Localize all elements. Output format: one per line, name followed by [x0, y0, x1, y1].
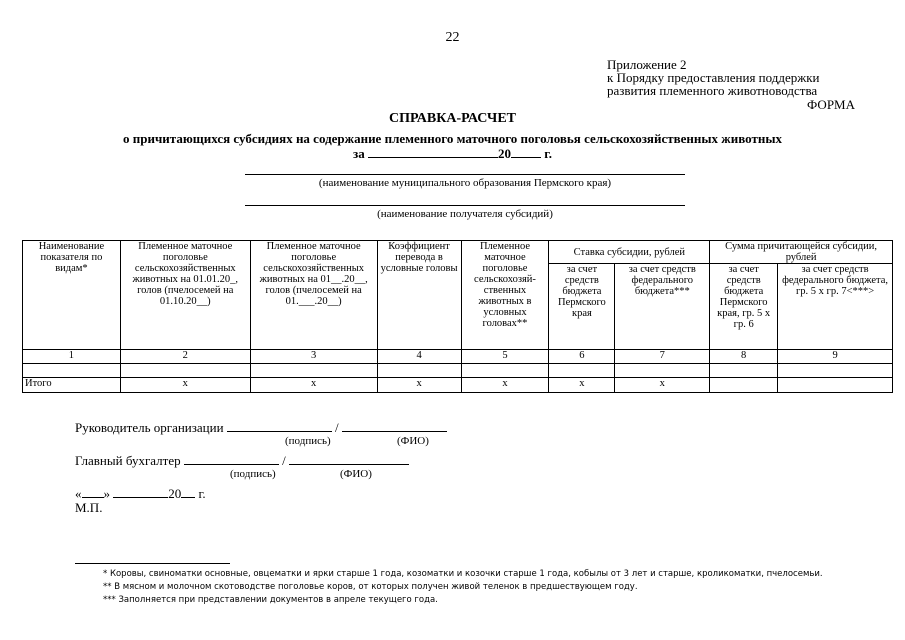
column-number: 4 — [377, 350, 461, 364]
column-number: 8 — [710, 350, 778, 364]
table-cell[interactable] — [377, 364, 461, 378]
column-number: 2 — [120, 350, 250, 364]
header-sum-regional: за счет средств бюджета Пермского края, гр. 5 х гр. 6 — [710, 264, 778, 350]
total-cell: x — [250, 378, 377, 393]
total-row — [23, 378, 893, 393]
footnote-divider — [75, 563, 230, 564]
table-cell[interactable] — [778, 364, 893, 378]
date-year: 20 — [168, 486, 182, 501]
table-cell[interactable] — [23, 364, 121, 378]
header-rate-federal: за счет средств федерального бюджета*** — [615, 264, 710, 350]
municipality-line[interactable] — [245, 174, 685, 175]
header-livestock-start: Племенное маточное поголовье сельскохозяйственных животных на 01.01.20_, голов (пчелосемей на 01.10.20__) — [120, 241, 250, 350]
document-title: СПРАВКА-РАСЧЕТ — [388, 111, 517, 126]
page-number: 22 — [445, 30, 460, 45]
head-name-blank[interactable] — [342, 419, 447, 432]
head-name-caption: (ФИО) — [397, 435, 429, 447]
footnote-1: * Коровы, свиноматки основные, овцематки и ярки старше 1 года, козоматки и козочки старше 1 года, кобылы от 3 лет и старше, кроликоматки, пчелосемьи. — [103, 569, 823, 579]
table-cell[interactable] — [615, 364, 710, 378]
head-signature-caption: (подпись) — [285, 435, 331, 447]
column-number: 1 — [23, 350, 121, 364]
date-close-quote: » — [103, 486, 110, 501]
date-day-blank[interactable] — [82, 485, 104, 498]
table-cell[interactable] — [461, 364, 549, 378]
table-row — [23, 364, 893, 378]
header-subsidy-sum: Сумма причитающейся субсидии, рублей — [710, 241, 893, 264]
table-cell[interactable] — [549, 364, 615, 378]
column-number-row — [23, 350, 893, 364]
slash: / — [282, 453, 286, 468]
total-cell: x — [120, 378, 250, 393]
municipality-caption: (наименование муниципального образования Пермского края) — [318, 177, 612, 189]
header-subsidy-rate: Ставка субсидии, рублей — [549, 241, 710, 264]
date-year-blank[interactable] — [181, 485, 195, 498]
chief-accountant-label: Главный бухгалтер — [75, 453, 181, 468]
header-coefficient: Коэффициент перевода в условные головы — [377, 241, 461, 350]
period-blank[interactable] — [368, 145, 498, 158]
date-month-blank[interactable] — [113, 485, 168, 498]
total-cell: x — [461, 378, 549, 393]
header-sum-federal: за счет средств федерального бюджета, гр. 5 х гр. 7<***> — [778, 264, 893, 350]
date-suffix: г. — [198, 486, 206, 501]
recipient-line[interactable] — [245, 205, 685, 206]
total-cell[interactable] — [710, 378, 778, 393]
column-number: 7 — [615, 350, 710, 364]
total-cell: x — [549, 378, 615, 393]
accountant-name-blank[interactable] — [289, 452, 409, 465]
header-rate-regional: за счет средств бюджета Пермского края — [549, 264, 615, 350]
footnote-2: ** В мясном и молочном скотоводстве поголовье коров, от которых получен живой теленок в предшествующем году. — [103, 582, 638, 592]
slash: / — [335, 420, 339, 435]
date-open-quote: « — [75, 486, 82, 501]
column-number: 3 — [250, 350, 377, 364]
footnote-3: *** Заполняется при представлении документов в апреле текущего года. — [103, 595, 438, 605]
header-conditional-heads: Племенное маточное поголовье сельскохозяй-ственных животных в условных головах** — [461, 241, 549, 350]
document-subtitle: о причитающихся субсидиях на содержание племенного маточного поголовья сельскохозяйственных животных — [123, 131, 782, 146]
table-cell[interactable] — [250, 364, 377, 378]
total-label: Итого — [23, 378, 121, 393]
calculation-table — [22, 240, 893, 393]
accountant-signature-blank[interactable] — [184, 452, 279, 465]
head-signature-line — [75, 419, 447, 436]
period-prefix: за — [353, 146, 365, 161]
appendix-line-2: к Порядку предоставления поддержки — [607, 70, 820, 85]
appendix-header — [607, 58, 820, 97]
column-number: 5 — [461, 350, 549, 364]
table-cell[interactable] — [120, 364, 250, 378]
total-cell[interactable] — [778, 378, 893, 393]
table-cell[interactable] — [710, 364, 778, 378]
header-indicator: Наименование показателя по видам* — [23, 241, 121, 350]
period-year-blank[interactable] — [511, 145, 541, 158]
column-number: 9 — [778, 350, 893, 364]
period-year: 20 — [498, 146, 512, 161]
header-livestock-current: Племенное маточное поголовье сельскохозяйственных животных на 01__.20__, голов (пчелосемей на 01.___.20__) — [250, 241, 377, 350]
accountant-signature-caption: (подпись) — [230, 468, 276, 480]
total-cell: x — [377, 378, 461, 393]
total-cell: x — [615, 378, 710, 393]
period-suffix: г. — [544, 146, 552, 161]
head-label: Руководитель организации — [75, 420, 224, 435]
head-signature-blank[interactable] — [227, 419, 332, 432]
appendix-line-1: Приложение 2 — [607, 57, 687, 72]
form-label: ФОРМА — [807, 97, 855, 112]
stamp-label: М.П. — [75, 500, 103, 515]
recipient-caption: (наименование получателя субсидий) — [377, 208, 553, 220]
column-number: 6 — [549, 350, 615, 364]
accountant-signature-line — [75, 452, 409, 469]
period-line — [0, 145, 905, 162]
accountant-name-caption: (ФИО) — [340, 468, 372, 480]
appendix-line-3: развития племенного животноводства — [607, 83, 818, 98]
